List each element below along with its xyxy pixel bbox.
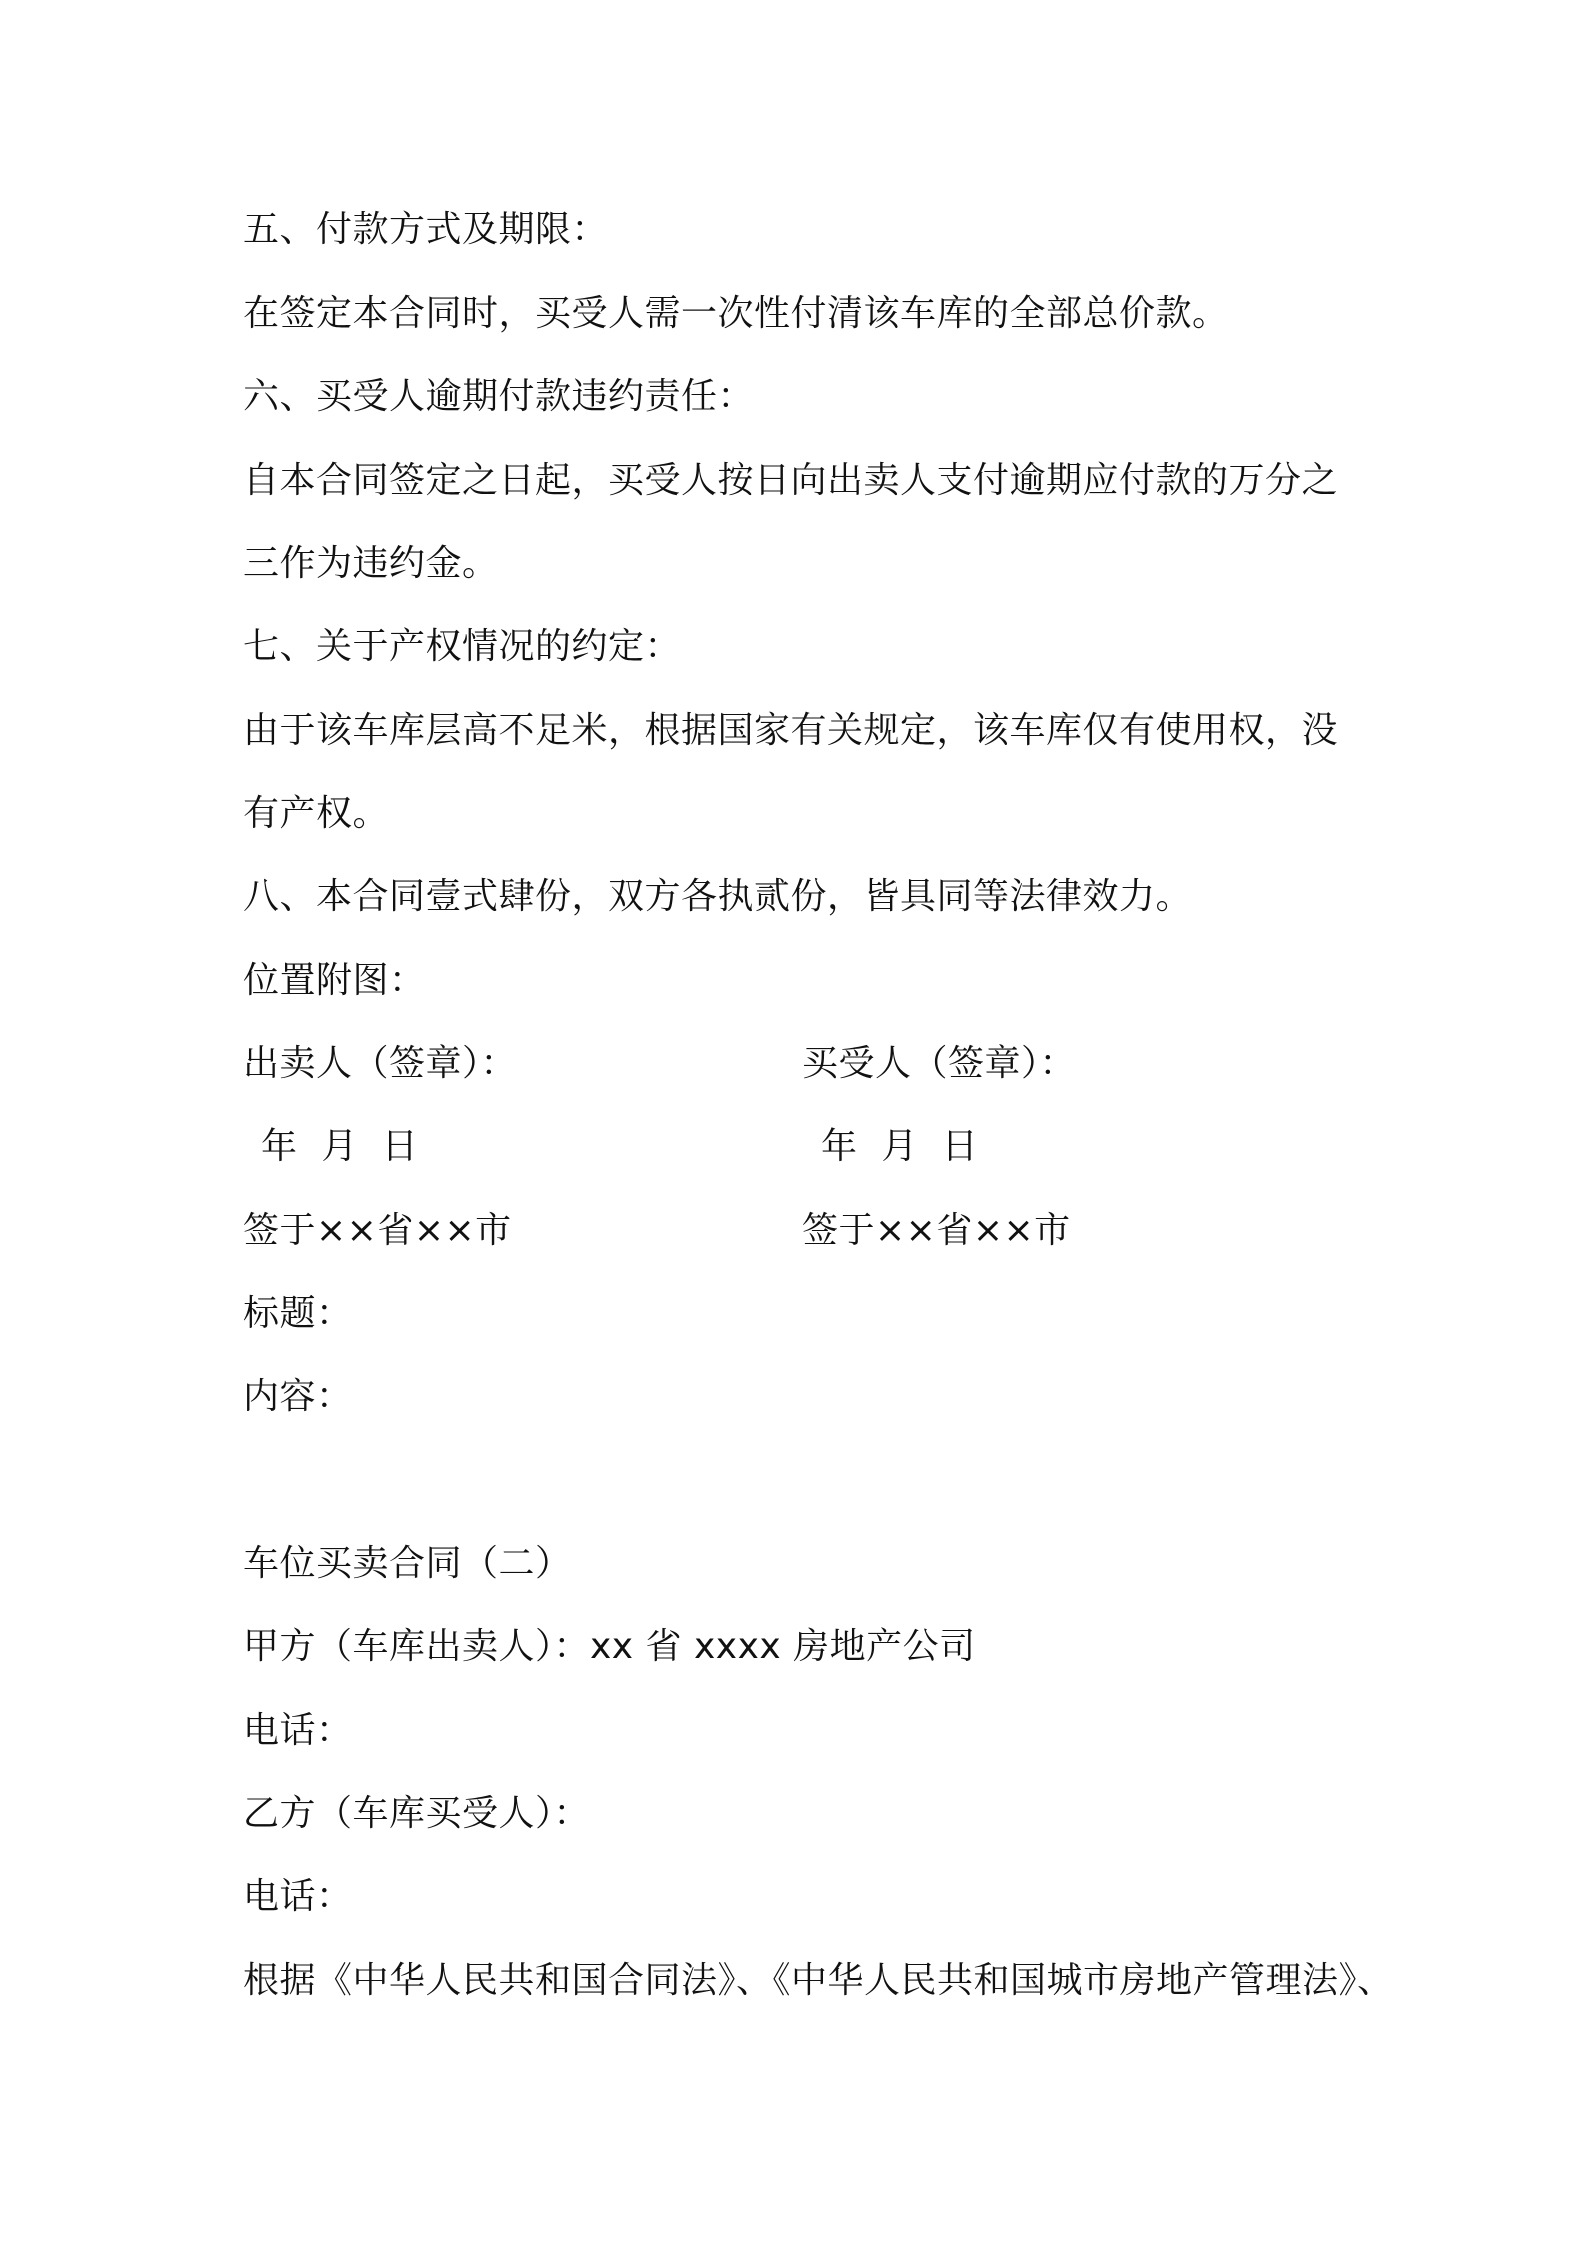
contract2-title: 车位买卖合同（二） — [243, 1543, 572, 1584]
section7-body-line1: 由于该车库层高不足米，根据国家有关规定，该车库仅有使用权，没 — [243, 710, 1339, 751]
section6-body-line2: 三作为违约金。 — [243, 543, 499, 584]
section6-body-line1: 自本合同签定之日起，买受人按日向出卖人支付逾期应付款的万分之 — [243, 460, 1339, 501]
section7-heading: 七、关于产权情况的约定： — [243, 626, 682, 667]
party-b: 乙方（车库买受人）： — [243, 1793, 591, 1834]
party-a: 甲方（车库出卖人）：xx 省 xxxx 房地产公司 — [243, 1626, 976, 1667]
party-b-phone: 电话： — [243, 1876, 353, 1917]
buyer-place: 签于××省××市 — [802, 1210, 1071, 1251]
section6-heading: 六、买受人逾期付款违约责任： — [243, 376, 755, 417]
section5-heading: 五、付款方式及期限： — [243, 209, 609, 250]
party-a-phone: 电话： — [243, 1710, 353, 1751]
legal-basis-line: 根据《中华人民共和国合同法》、《中华人民共和国城市房地产管理法》、 — [243, 1960, 1394, 2001]
content-label: 内容： — [243, 1376, 353, 1417]
section7-body-line2: 有产权。 — [243, 793, 390, 834]
section5-body: 在签定本合同时，买受人需一次性付清该车库的全部总价款。 — [243, 293, 1229, 334]
seller-date: 年 月 日 — [261, 1126, 419, 1167]
seller-place: 签于××省××市 — [243, 1210, 512, 1251]
section8: 八、本合同壹式肆份，双方各执贰份，皆具同等法律效力。 — [243, 876, 1193, 917]
title-label: 标题： — [243, 1293, 353, 1334]
seller-signature-label: 出卖人（签章）： — [243, 1043, 518, 1084]
buyer-date: 年 月 日 — [821, 1126, 979, 1167]
location-map-label: 位置附图： — [243, 960, 426, 1001]
buyer-signature-label: 买受人（签章）： — [802, 1043, 1077, 1084]
